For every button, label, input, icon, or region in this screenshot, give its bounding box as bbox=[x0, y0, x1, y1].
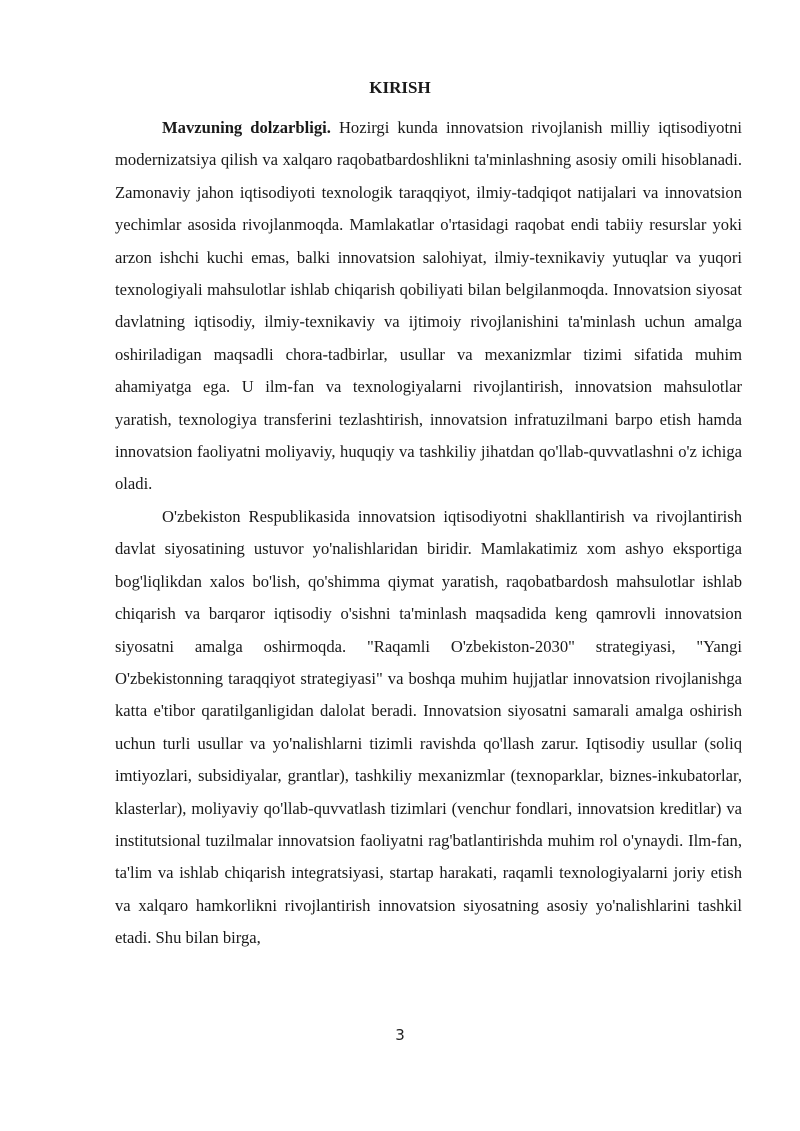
paragraph-relevance bbox=[115, 112, 742, 501]
paragraph-text: Hozirgi kunda innovatsion rivojlanish milliy iqtisodiyotni modernizatsiya qilish va xalqaro raqobatbardoshlikni ta'minlashning asosiy omili hisoblanadi. Zamonaviy jahon iqtisodiyoti texnologik taraqqiyot, ilmiy-tadqiqot natijalari va innovatsion yechimlar asosida rivojlanmoqda. Mamlakatlar o'rtasidagi raqobat endi tabiiy resurslar yoki arzon ishchi kuchi emas, balki innovatsion salohiyat, ilmiy-texnikaviy yutuqlar va yuqori texnologiyali mahsulotlar ishlab chiqarish qobiliyati bilan belgilanmoqda. Innovatsion siyosat davlatning iqtisodiy, ilmiy-texnikaviy va ijtimoiy rivojlanishini ta'minlash uchun amalga oshiriladigan maqsadli chora-tadbirlar, usullar va mexanizmlar tizimi sifatida muhim ahamiyatga ega. U ilm-fan va texnologiyalarni rivojlantirish, innovatsion mahsulotlar yaratish, texnologiya transferini tezlashtirish, innovatsion infratuzilmani barpo etish hamda innovatsion faoliyatni moliyaviy, huquqiy va tashkiliy jihatdan qo'llab-quvvatlashni o'z ichiga oladi. bbox=[115, 118, 743, 494]
page-number: 3 bbox=[395, 1026, 405, 1044]
body-text bbox=[115, 112, 742, 955]
paragraph-lead: Mavzuning dolzarbligi. bbox=[162, 118, 331, 137]
paragraph-uzbekistan bbox=[115, 501, 742, 955]
paragraph-text: O'zbekiston Respublikasida innovatsion iqtisodiyotni shakllantirish va rivojlantirish davlat siyosatining ustuvor yo'nalishlaridan biridir. Mamlakatimiz xom ashyo eksportiga bog'liqlikdan xalos bo'lish, qo'shimma qiymat yaratish, raqobatbardosh mahsulotlar ishlab chiqarish va barqaror iqtisodiy o'sishni ta'minlash maqsadida keng qamrovli innovatsion siyosatni amalga oshirmoqda. "Raqamli O'zbekiston-2030" strategiyasi, "Yangi O'zbekistonning taraqqiyot strategiyasi" va boshqa muhim hujjatlar innovatsion rivojlanishga katta e'tibor qaratilganligidan dalolat beradi. Innovatsion siyosatni samarali amalga oshirish uchun turli usullar va yo'nalishlarni tizimli ravishda qo'llash zarur. Iqtisodiy usullar (soliq imtiyozlari, subsidiyalar, grantlar), tashkiliy mexanizmlar (texnoparklar, biznes-inkubatorlar, klasterlar), moliyaviy qo'llab-quvvatlash tizimlari (venchur fondlari, innovatsion kreditlar) va institutsional tuzilmalar innovatsion faoliyatni rag'batlantirishda muhim rol o'ynaydi. Ilm-fan, ta'lim va ishlab chiqarish integratsiyasi, startap harakati, raqamli texnologiyalarni joriy etish va xalqaro hamkorlikni rivojlantirish innovatsion siyosatning asosiy yo'nalishlarini tashkil etadi. Shu bilan birga, bbox=[115, 506, 742, 948]
section-title: KIRISH bbox=[369, 78, 431, 97]
